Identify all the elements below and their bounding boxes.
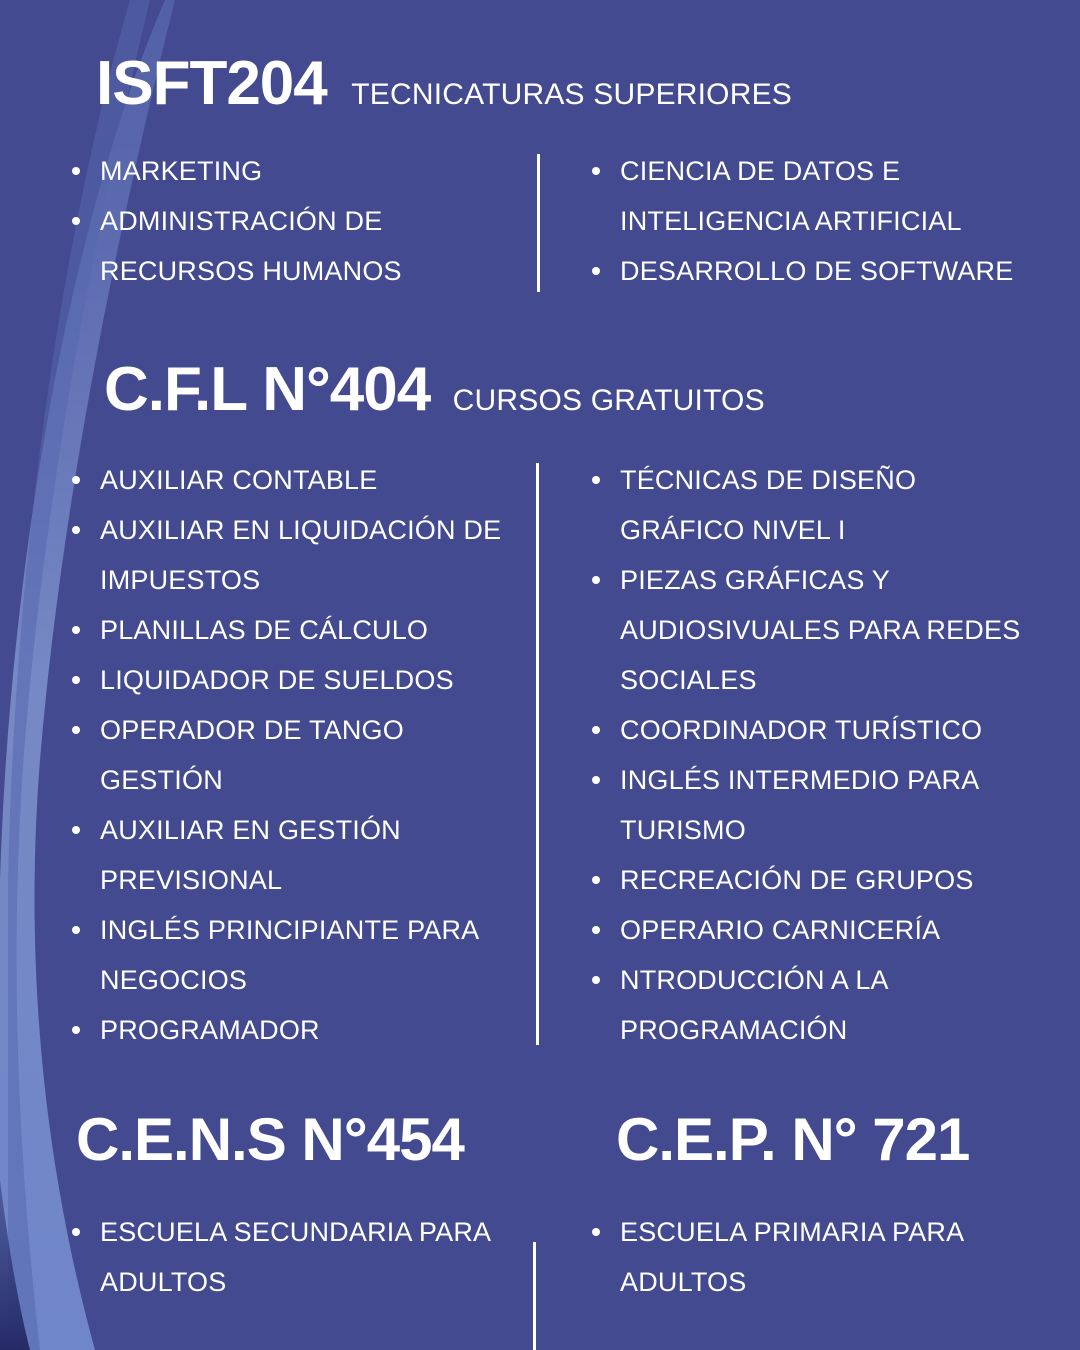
- cfl-right-column: [592, 455, 1022, 1055]
- list-item: CIENCIA DE DATOS E INTELIGENCIA ARTIFICIAL: [592, 146, 1022, 246]
- isft-title: ISFT204: [96, 49, 327, 118]
- list-item: TÉCNICAS DE DISEÑO GRÁFICO NIVEL I: [592, 455, 1022, 555]
- isft-divider: [537, 154, 540, 292]
- list-item: DESARROLLO DE SOFTWARE: [592, 246, 1022, 296]
- list-item: ADMINISTRACIÓN DE RECURSOS HUMANOS: [72, 196, 512, 296]
- cfl-title: C.F.L N°404: [104, 355, 431, 424]
- list-item: AUXILIAR CONTABLE: [72, 455, 517, 505]
- list-item: COORDINADOR TURÍSTICO: [592, 705, 1022, 755]
- list-item: PLANILLAS DE CÁLCULO: [72, 605, 517, 655]
- cfl-left-column: [72, 455, 517, 1055]
- list-item: OPERADOR DE TANGO GESTIÓN: [72, 705, 517, 805]
- list-item: INGLÉS INTERMEDIO PARA TURISMO: [592, 755, 1022, 855]
- list-item: AUXILIAR EN LIQUIDACIÓN DE IMPUESTOS: [72, 505, 517, 605]
- list-item: PROGRAMADOR: [72, 1005, 517, 1055]
- list-item: AUXILIAR EN GESTIÓN PREVISIONAL: [72, 805, 517, 905]
- list-item: ESCUELA PRIMARIA PARA ADULTOS: [592, 1207, 1022, 1307]
- isft-heading: [96, 48, 792, 119]
- cep-title: C.E.P. N° 721: [616, 1106, 970, 1173]
- isft-left-column: [72, 146, 512, 296]
- cfl-heading: [104, 354, 765, 425]
- list-item: RECREACIÓN DE GRUPOS: [592, 855, 1022, 905]
- list-item: INGLÉS PRINCIPIANTE PARA NEGOCIOS: [72, 905, 517, 1005]
- isft-right-column: [592, 146, 1022, 296]
- list-item: ESCUELA SECUNDARIA PARA ADULTOS: [72, 1207, 512, 1307]
- cens-heading: [76, 1105, 464, 1174]
- cep-heading: [616, 1105, 969, 1174]
- cens-column: [72, 1207, 512, 1307]
- cfl-divider: [536, 463, 539, 1045]
- bottom-divider: [533, 1242, 536, 1350]
- list-item: PIEZAS GRÁFICAS Y AUDIOSIVUALES PARA REDES SOCIALES: [592, 555, 1022, 705]
- cfl-subtitle: CURSOS GRATUITOS: [452, 384, 765, 417]
- cens-title: C.E.N.S N°454: [76, 1106, 464, 1173]
- list-item: NTRODUCCIÓN A LA PROGRAMACIÓN: [592, 955, 1022, 1055]
- list-item: MARKETING: [72, 146, 512, 196]
- list-item: OPERARIO CARNICERÍA: [592, 905, 1022, 955]
- cep-column: [592, 1207, 1022, 1307]
- list-item: LIQUIDADOR DE SUELDOS: [72, 655, 517, 705]
- isft-subtitle: TECNICATURAS SUPERIORES: [351, 78, 793, 111]
